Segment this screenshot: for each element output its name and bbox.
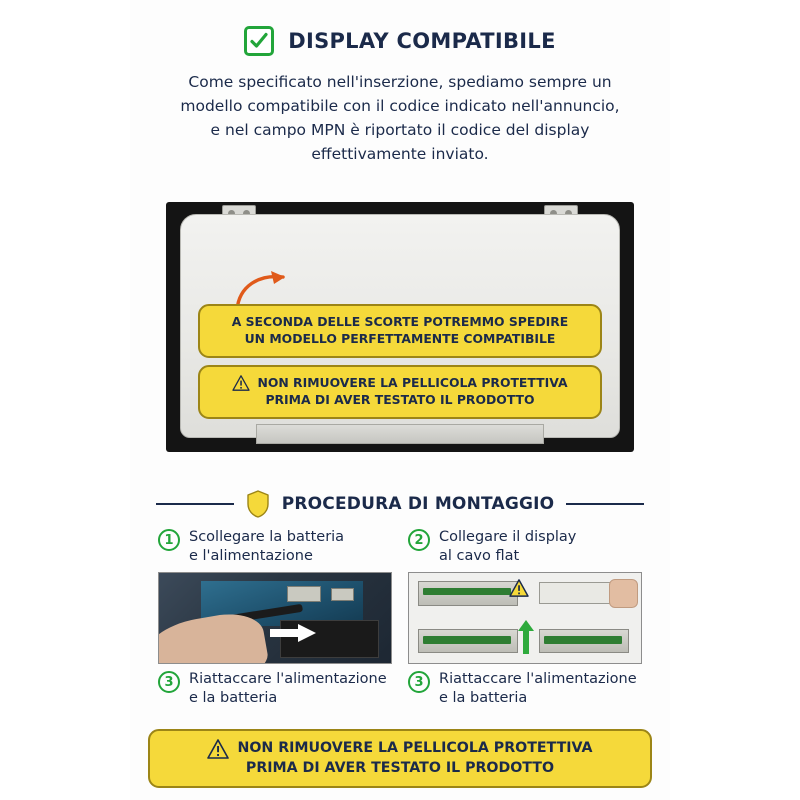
callout-1-line-1: A SECONDA DELLE SCORTE POTREMMO SPEDIRE (231, 314, 569, 330)
step-1-line-1: Scollegare la batteria (189, 529, 345, 546)
intro-line-2: modello compatibile con il codice indicato nell'annuncio, (180, 97, 620, 116)
step-number-badge: 1 (158, 529, 180, 551)
step-number-badge: 3 (158, 671, 180, 693)
shield-icon (246, 490, 270, 518)
step-text (439, 528, 576, 566)
divider-right (566, 503, 644, 505)
step-1-line-2: e l'alimentazione (189, 548, 313, 565)
step-3-line-1: Riattaccare l'alimentazione (189, 671, 387, 688)
step-text (439, 670, 637, 708)
step-text (189, 528, 344, 566)
warning-triangle-icon (207, 739, 229, 759)
step-number-badge: 2 (408, 529, 430, 551)
callout-1-line-2: UN MODELLO PERFETTAMENTE COMPATIBILE (244, 330, 556, 346)
step-3 (158, 670, 392, 708)
green-pcb-1 (423, 588, 511, 595)
step-4-line-2: e la batteria (439, 690, 528, 707)
procedure-steps (158, 528, 642, 709)
step-2 (408, 528, 642, 566)
bottom-banner-line-1: NON RIMUOVERE LA PELLICOLA PROTETTIVA (237, 740, 593, 757)
step-2-line-2: al cavo flat (439, 548, 520, 565)
intro-line-3: e nel campo MPN è riportato il codice del display (210, 121, 590, 140)
step-2-line-1: Collegare il display (439, 529, 577, 546)
step-text (189, 670, 387, 708)
procedure-title: PROCEDURA DI MONTAGGIO (281, 494, 555, 515)
intro-line-1: Come specificato nell'inserzione, spediamo sempre un (188, 73, 612, 91)
finger-1 (609, 579, 639, 608)
panel-foot-strip (256, 424, 544, 444)
infographic-card (130, 0, 670, 800)
display-panel-illustration (148, 182, 652, 482)
step-3-line-2: e la batteria (189, 690, 278, 707)
chip-2 (331, 588, 354, 601)
callout-protective-film (198, 365, 602, 418)
check-box-icon (244, 26, 274, 56)
callout-2-line-1: NON RIMUOVERE LA PELLICOLA PROTETTIVA (257, 375, 568, 391)
bottom-warning-banner (148, 729, 652, 788)
step-number-badge: 3 (408, 671, 430, 693)
arrow-up-icon (518, 620, 534, 654)
page-title: DISPLAY COMPATIBILE (288, 29, 556, 53)
green-pcb-3 (544, 636, 623, 643)
warning-triangle-icon (509, 579, 529, 597)
intro-line-4: effettivamente inviato. (311, 145, 489, 164)
warning-triangle-icon (232, 375, 250, 391)
arrow-right-icon (270, 624, 316, 642)
bottom-banner-line-2: PRIMA DI AVER TESTATO IL PRODOTTO (245, 759, 555, 776)
chip-1 (287, 586, 321, 602)
procedure-header (156, 490, 644, 518)
header (130, 0, 670, 56)
divider-left (156, 503, 234, 505)
intro-paragraph (156, 70, 644, 166)
step-4-line-1: Riattaccare l'alimentazione (439, 671, 637, 688)
step-4 (408, 670, 642, 708)
laptop-battery-disconnect-photo (158, 572, 392, 664)
callout-2-line-2: PRIMA DI AVER TESTATO IL PRODOTTO (265, 391, 535, 407)
step-1 (158, 528, 392, 566)
flat-cable-connector-photo (408, 572, 642, 664)
callout-compatible-model (198, 304, 602, 357)
green-pcb-2 (423, 636, 511, 643)
